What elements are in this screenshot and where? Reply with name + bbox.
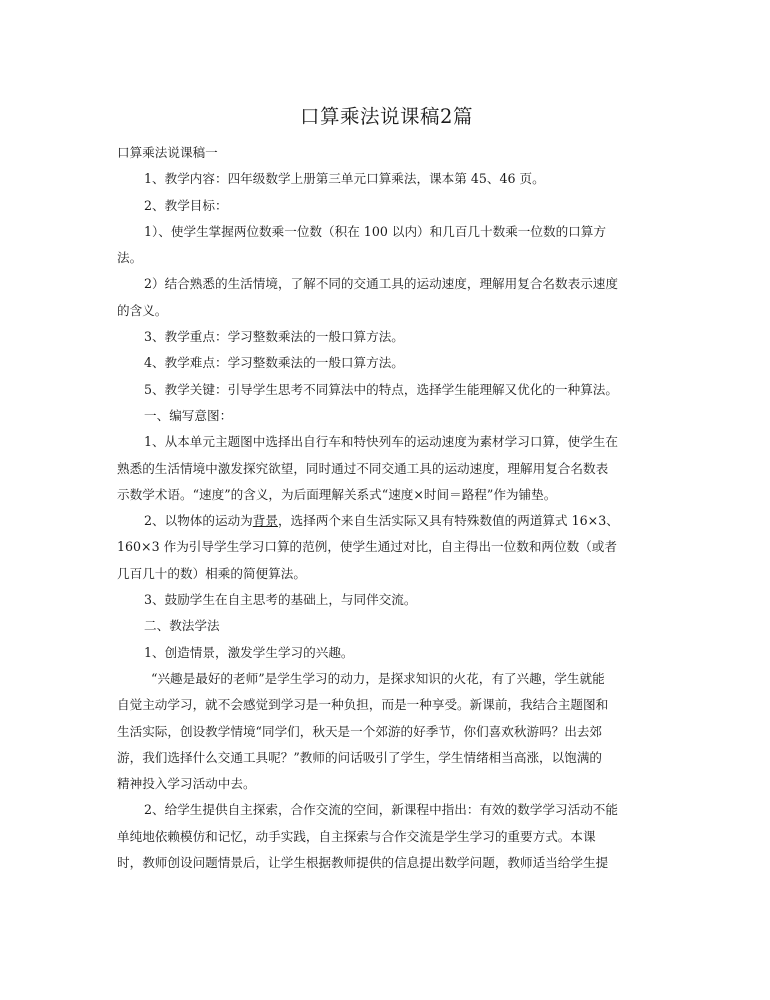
section-subtitle: 口算乘法说课稿一 xyxy=(117,145,218,160)
paragraph-line: “兴趣是最好的老师”是学生学习的动力，是探求知识的火花，有了兴趣，学生就能 xyxy=(151,670,605,686)
paragraph-line: 示数学术语。“速度”的含义，为后面理解关系式“速度×时间＝路程”作为铺垫。 xyxy=(117,486,557,502)
paragraph-line: 时，教师创设问题情景后，让学生根据教师提供的信息提出数学问题，教师适当给学生提 xyxy=(117,855,609,871)
paragraph-line: 几百几十的数）相乘的简便算法。 xyxy=(117,565,306,581)
paragraph-line: 1）、使学生掌握两位数乘一位数（积在 100 以内）和几百几十数乘一位数的口算方 xyxy=(144,223,606,239)
paragraph-line: 自觉主动学习，就不会感觉到学习是一种负担，而是一种享受。新课前，我结合主题图和 xyxy=(117,697,609,713)
paragraph-line: 单纯地依赖模仿和记忆，动手实践，自主探索与合作交流是学生学习的重要方式。本课 xyxy=(117,828,596,844)
paragraph-line: 2、教学目标： xyxy=(144,197,228,213)
paragraph-line: 的含义。 xyxy=(117,302,168,318)
text-run: ，选择两个来自生活实际又具有特殊数值的两道算式 16×3、 xyxy=(277,513,619,529)
paragraph-line: 5、教学关键：引导学生思考不同算法中的特点，选择学生能理解又优化的一种算法。 xyxy=(144,381,618,397)
paragraph-line: 160×3 作为引导学生学习口算的范例，使学生通过对比，自主得出一位数和两位数（或者 xyxy=(117,539,617,555)
paragraph-line: 熟悉的生活情境中激发探究欲望，同时通过不同交通工具的运动速度，理解用复合名数表 xyxy=(117,460,609,476)
paragraph-line: 精神投入学习活动中去。 xyxy=(117,776,256,792)
text-run: 2、以物体的运动为 xyxy=(144,513,253,529)
section-heading: 一、编写意图： xyxy=(144,407,233,423)
paragraph-line xyxy=(117,508,656,534)
paragraph-line: 法。 xyxy=(117,250,143,266)
document-title: 口算乘法说课稿2篇 xyxy=(300,105,473,128)
section-heading: 二、教法学法 xyxy=(144,618,220,634)
paragraph-line: 1、从本单元主题图中选择出自行车和特快列车的运动速度为素材学习口算，使学生在 xyxy=(144,434,618,450)
paragraph-line: 游，我们选择什么交通工具呢？”教师的问话吸引了学生，学生情绪相当高涨，以饱满的 xyxy=(117,749,603,765)
paragraph-line: 生活实际，创设教学情境“同学们，秋天是一个郊游的好季节，你们喜欢秋游吗？出去郊 xyxy=(117,723,603,739)
paragraph-line: 1、创造情景，激发学生学习的兴趣。 xyxy=(144,644,354,660)
paragraph-line: 4、教学难点：学习整数乘法的一般口算方法。 xyxy=(144,355,404,371)
paragraph-line: 2、给学生提供自主探索，合作交流的空间，新课程中指出：有效的数学学习活动不能 xyxy=(144,802,618,818)
paragraph-line: 1、教学内容：四年级数学上册第三单元口算乘法，课本第 45、46 页。 xyxy=(144,171,545,187)
paragraph-line: 2）结合熟悉的生活情境，了解不同的交通工具的运动速度，理解用复合名数表示速度 xyxy=(144,276,618,292)
underlined-link-text[interactable]: 背景 xyxy=(252,513,278,529)
paragraph-line: 3、鼓励学生在自主思考的基础上，与同伴交流。 xyxy=(144,592,417,608)
paragraph-line: 3、教学重点：学习整数乘法的一般口算方法。 xyxy=(144,329,404,345)
